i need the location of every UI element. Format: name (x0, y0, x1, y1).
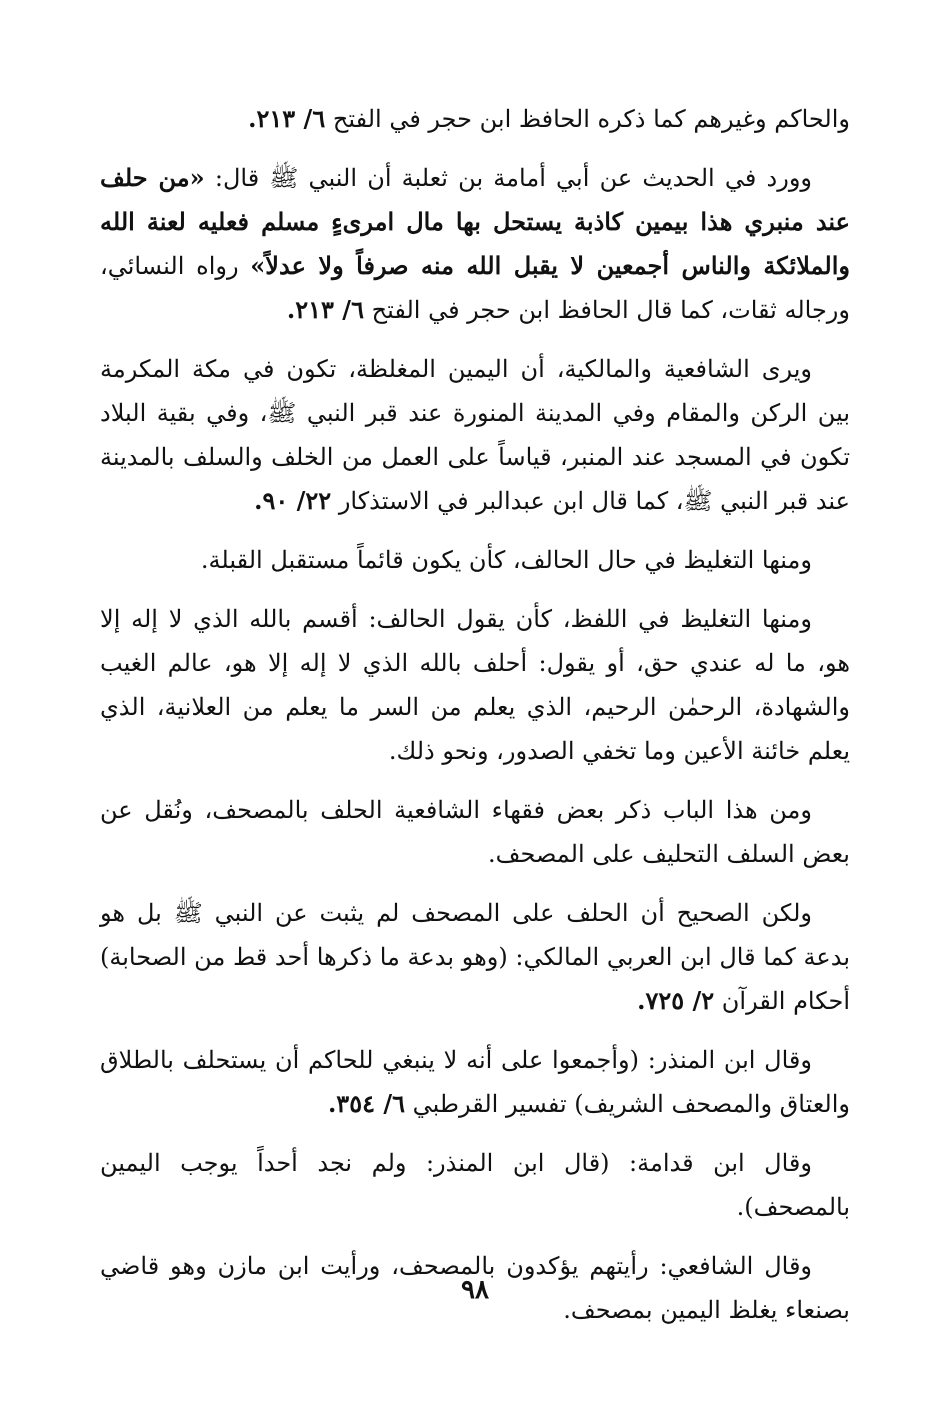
paragraph (100, 538, 850, 582)
paragraph (100, 788, 850, 876)
paragraph (100, 1141, 850, 1229)
paragraph-text: والحاكم وغيرهم كما ذكره الحافظ ابن حجر في الفتح (325, 105, 850, 133)
paragraph-text: ويرى الشافعية والمالكية، أن اليمين المغلظة، تكون في مكة المكرمة بين الركن والمقام وفي المدينة المنورة عند قبر النبي ﷺ، وفي بقية البلاد تكون في المسجد عند المنبر، قياساً على العمل من الخلف والسلف بالمدينة عند قبر النبي ﷺ، كما قال ابن عبدالبر في الاستذكار (100, 355, 850, 515)
paragraph (100, 1038, 850, 1126)
paragraph-text: ومن هذا الباب ذكر بعض فقهاء الشافعية الحلف بالمصحف، ونُقل عن بعض السلف التحليف على المصحف. (100, 796, 850, 868)
paragraph (100, 597, 850, 773)
citation-reference: ٢/ ٧٢٥. (637, 986, 715, 1015)
paragraph (100, 156, 850, 332)
paragraph-text: ومنها التغليظ في اللفظ، كأن يقول الحالف: أقسم بالله الذي لا إله إلا هو، ما له عندي حق، أو يقول: أحلف بالله الذي لا إله إلا هو، عالم الغيب والشهادة، الرحمٰن الرحيم، الذي يعلم من السر ما يعلم من العلانية، الذي يعلم خائنة الأعين وما تخفي الصدور، ونحو ذلك. (100, 605, 850, 765)
citation-reference: ٦/ ٢١٣. (286, 295, 364, 324)
citation-reference: ٦/ ٣٥٤. (327, 1089, 405, 1118)
paragraph-text: رواه النسائي، ورجاله ثقات، كما قال الحافظ ابن حجر في الفتح (100, 252, 850, 324)
paragraph (100, 97, 850, 141)
citation-reference: ٦/ ٢١٣. (248, 104, 326, 133)
paragraph-text: ومنها التغليظ في حال الحالف، كأن يكون قائماً مستقبل القبلة. (200, 546, 812, 574)
paragraph-text: وورد في الحديث عن أبي أمامة بن ثعلبة أن النبي ﷺ قال: (204, 164, 812, 192)
paragraph-text: وقال ابن قدامة: (قال ابن المنذر: ولم نجد أحداً يوجب اليمين بالمصحف). (100, 1149, 850, 1221)
hadith-quote: «من حلف عند منبري هذا بيمين كاذبة يستحل بها مال امرىءٍ مسلم فعليه لعنة الله والملائكة والناس أجمعين لا يقبل الله منه صرفاً ولا عدلاً» (100, 163, 850, 280)
paragraph-text: ولكن الصحيح أن الحلف على المصحف لم يثبت عن النبي ﷺ بل هو بدعة كما قال ابن العربي المالكي: (وهو بدعة ما ذكرها أحد قط من الصحابة) أحكام القرآن (100, 899, 850, 1015)
paragraph (100, 347, 850, 523)
paragraph-text: وقال الشافعي: رأيتهم يؤكدون بالمصحف، ورأيت ابن مازن وهو قاضي بصنعاء يغلظ اليمين بمصحف. (100, 1252, 850, 1324)
citation-reference: ٢٢/ ٩٠. (254, 486, 332, 515)
paragraph (100, 891, 850, 1023)
page-number: ٩٨ (461, 1275, 489, 1305)
page-body (100, 97, 850, 1347)
paragraph-text: وقال ابن المنذر: (وأجمعوا على أنه لا ينبغي للحاكم أن يستحلف بالطلاق والعتاق والمصحف الشريف) تفسير القرطبي (100, 1046, 850, 1118)
